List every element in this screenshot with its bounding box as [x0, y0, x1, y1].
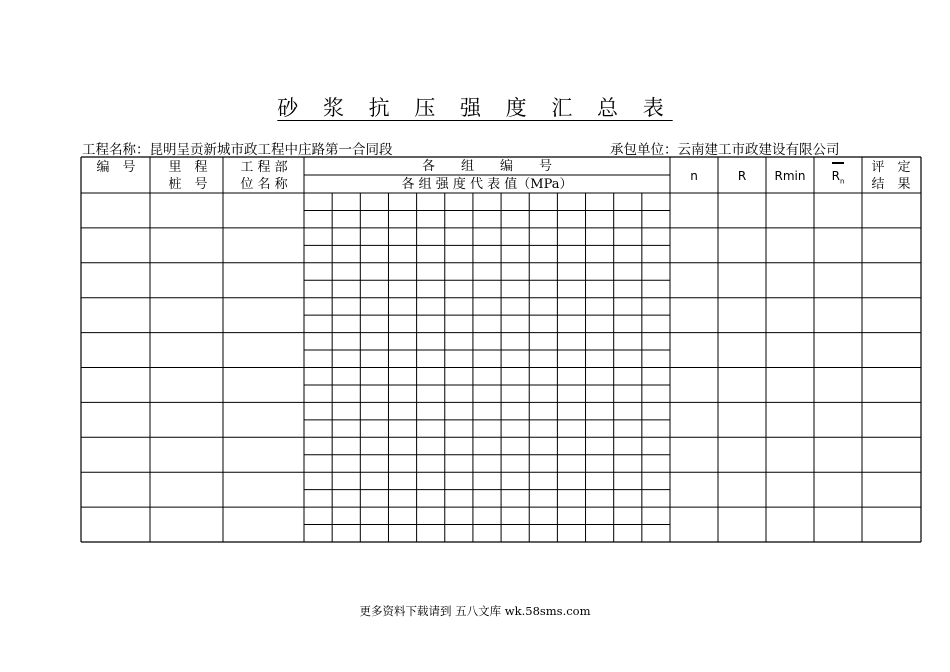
header-n: n [690, 169, 698, 183]
rn-main: R [831, 169, 840, 183]
header-rn [814, 168, 862, 189]
header-part-line1: 工 程 部 [240, 160, 288, 175]
page-title: 砂 浆 抗 压 强 度 汇 总 表 [277, 96, 673, 120]
rn-overline-symbol [832, 168, 845, 189]
header-result-line1: 评 定 [871, 160, 911, 175]
footer-download-note: 更多资料下载请到 五八文库 wk.58sms.com [359, 604, 591, 618]
project-name: 工程名称：昆明呈贡新城市政工程中庄路第一合同段 [82, 142, 393, 158]
header-number: 编 号 [96, 160, 136, 175]
header-group-strength: 各 组 强 度 代 表 值（MPa） [401, 177, 573, 192]
contractor-name: 承包单位：云南建工市政建设有限公司 [610, 142, 840, 158]
header-mileage-line1: 里 程 [168, 160, 208, 175]
rn-sub: n [839, 177, 845, 186]
header-mileage-line2: 桩 号 [168, 177, 208, 192]
header-part-line2: 位 名 称 [240, 177, 288, 192]
rn-overline [832, 162, 845, 164]
header-r: R [737, 169, 747, 183]
header-rmin: Rmin [774, 169, 806, 183]
header-group-number: 各 组 编 号 [421, 159, 552, 174]
header-result-line2: 结 果 [871, 177, 911, 192]
